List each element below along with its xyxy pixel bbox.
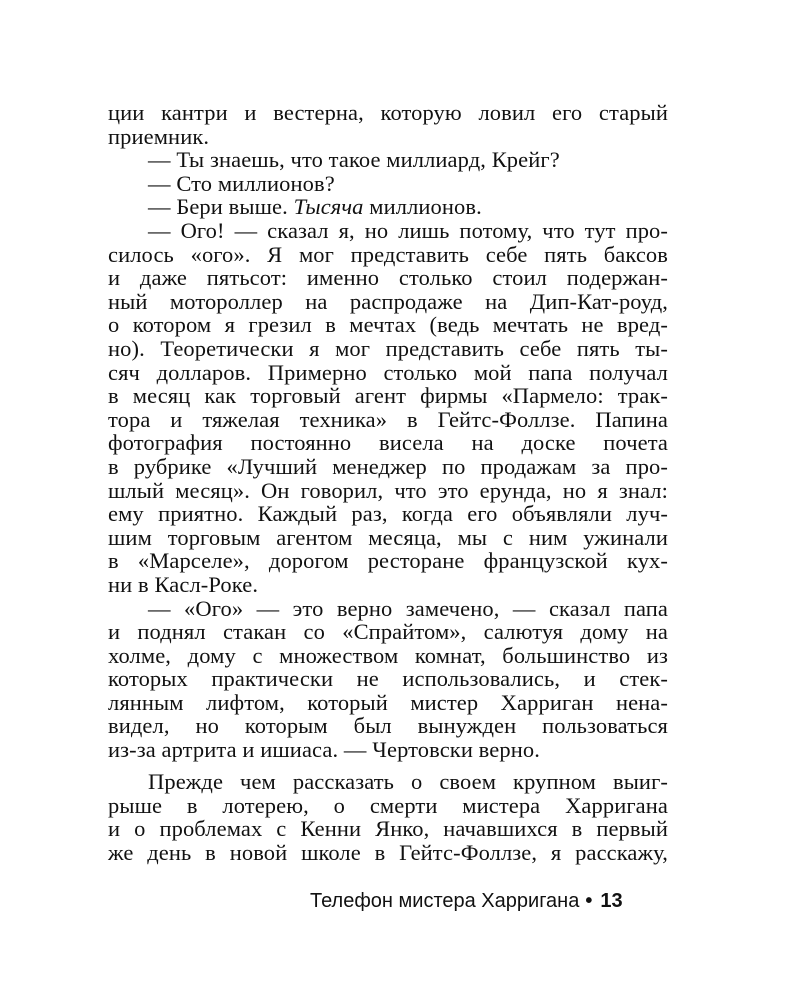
text-line: приемник.: [108, 123, 210, 149]
dialogue-line: [108, 195, 668, 219]
dialogue-text: миллионов.: [363, 194, 482, 220]
text-line: ции кантри и вестерна, которую ловил его старый: [108, 100, 668, 125]
dialogue-block: [108, 148, 668, 219]
text-line: силось «ого». Я мог представить себе пять баксов: [108, 241, 668, 267]
dialogue-text: — Бери выше.: [148, 194, 294, 220]
text-line: — «Ого» — это верно замечено, — сказал папа: [148, 595, 668, 621]
text-line: и поднял стакан со «Спрайтом», салютуя дому на: [108, 619, 668, 645]
text-line: шлый месяц». Он говорил, что это ерунда, но я знал:: [108, 477, 668, 503]
text-line: в «Марселе», дорогом ресторане французской кух-: [108, 548, 668, 574]
text-line: видел, но которым был вынужден пользоваться: [108, 713, 668, 739]
dialogue-line: — Сто миллионов?: [148, 170, 335, 196]
text-line: и о проблемах с Кенни Янко, начавшихся в первый: [108, 816, 668, 842]
text-line: в рубрике «Лучший менеджер по продажам за про-: [108, 453, 668, 479]
text-line: лянным лифтом, который мистер Харриган нена-: [108, 689, 668, 715]
text-line: которых практически не использовались, и стек-: [108, 666, 668, 692]
text-line: ни в Касл-Роке.: [108, 571, 259, 597]
running-title: Телефон мистера Харригана: [310, 890, 580, 912]
paragraph-continuation: [108, 101, 668, 148]
page-footer: [310, 890, 623, 913]
paragraph-main: [108, 219, 668, 762]
text-line: в месяц как торговый агент фирмы «Пармело: трак-: [108, 383, 668, 409]
paragraph-next: [108, 770, 668, 864]
text-line: Прежде чем рассказать о своем крупном выиг-: [148, 769, 668, 794]
text-line: фотография постоянно висела на доске почета: [108, 430, 668, 456]
text-line: холме, дому с множеством комнат, большинство из: [108, 642, 668, 668]
text-line: и даже пятьсот: именно столько стоил подержан-: [108, 265, 668, 291]
text-line: — Ого! — сказал я, но лишь потому, что тут про-: [148, 218, 668, 243]
bullet-icon: •: [585, 890, 593, 912]
text-line: но). Теоретически я мог представить себе пять ты-: [108, 335, 668, 361]
text-line: о котором я грезил в мечтах (ведь мечтать не вред-: [108, 312, 668, 338]
text-line: рыше в лотерею, о смерти мистера Харригана: [108, 792, 668, 818]
page-number: 13: [600, 890, 623, 912]
dialogue-line: — Ты знаешь, что такое миллиард, Крейг?: [148, 147, 560, 173]
text-line: же день в новой школе в Гейтс-Фоллзе, я расскажу,: [108, 839, 668, 865]
italic-emphasis: Тысяча: [293, 194, 364, 220]
text-line: ему приятно. Каждый раз, когда его объявляли луч-: [108, 501, 668, 527]
text-line: тора и тяжелая техника» в Гейтс-Фоллзе. Папина: [108, 406, 668, 432]
text-line: из-за артрита и ишиаса. — Чертовски верно.: [108, 737, 540, 763]
text-line: шим торговым агентом месяца, мы с ним ужинали: [108, 524, 668, 550]
text-line: сяч долларов. Примерно столько мой папа получал: [108, 359, 668, 385]
text-line: ный мотороллер на распродаже на Дип-Кат-роуд,: [108, 288, 668, 314]
